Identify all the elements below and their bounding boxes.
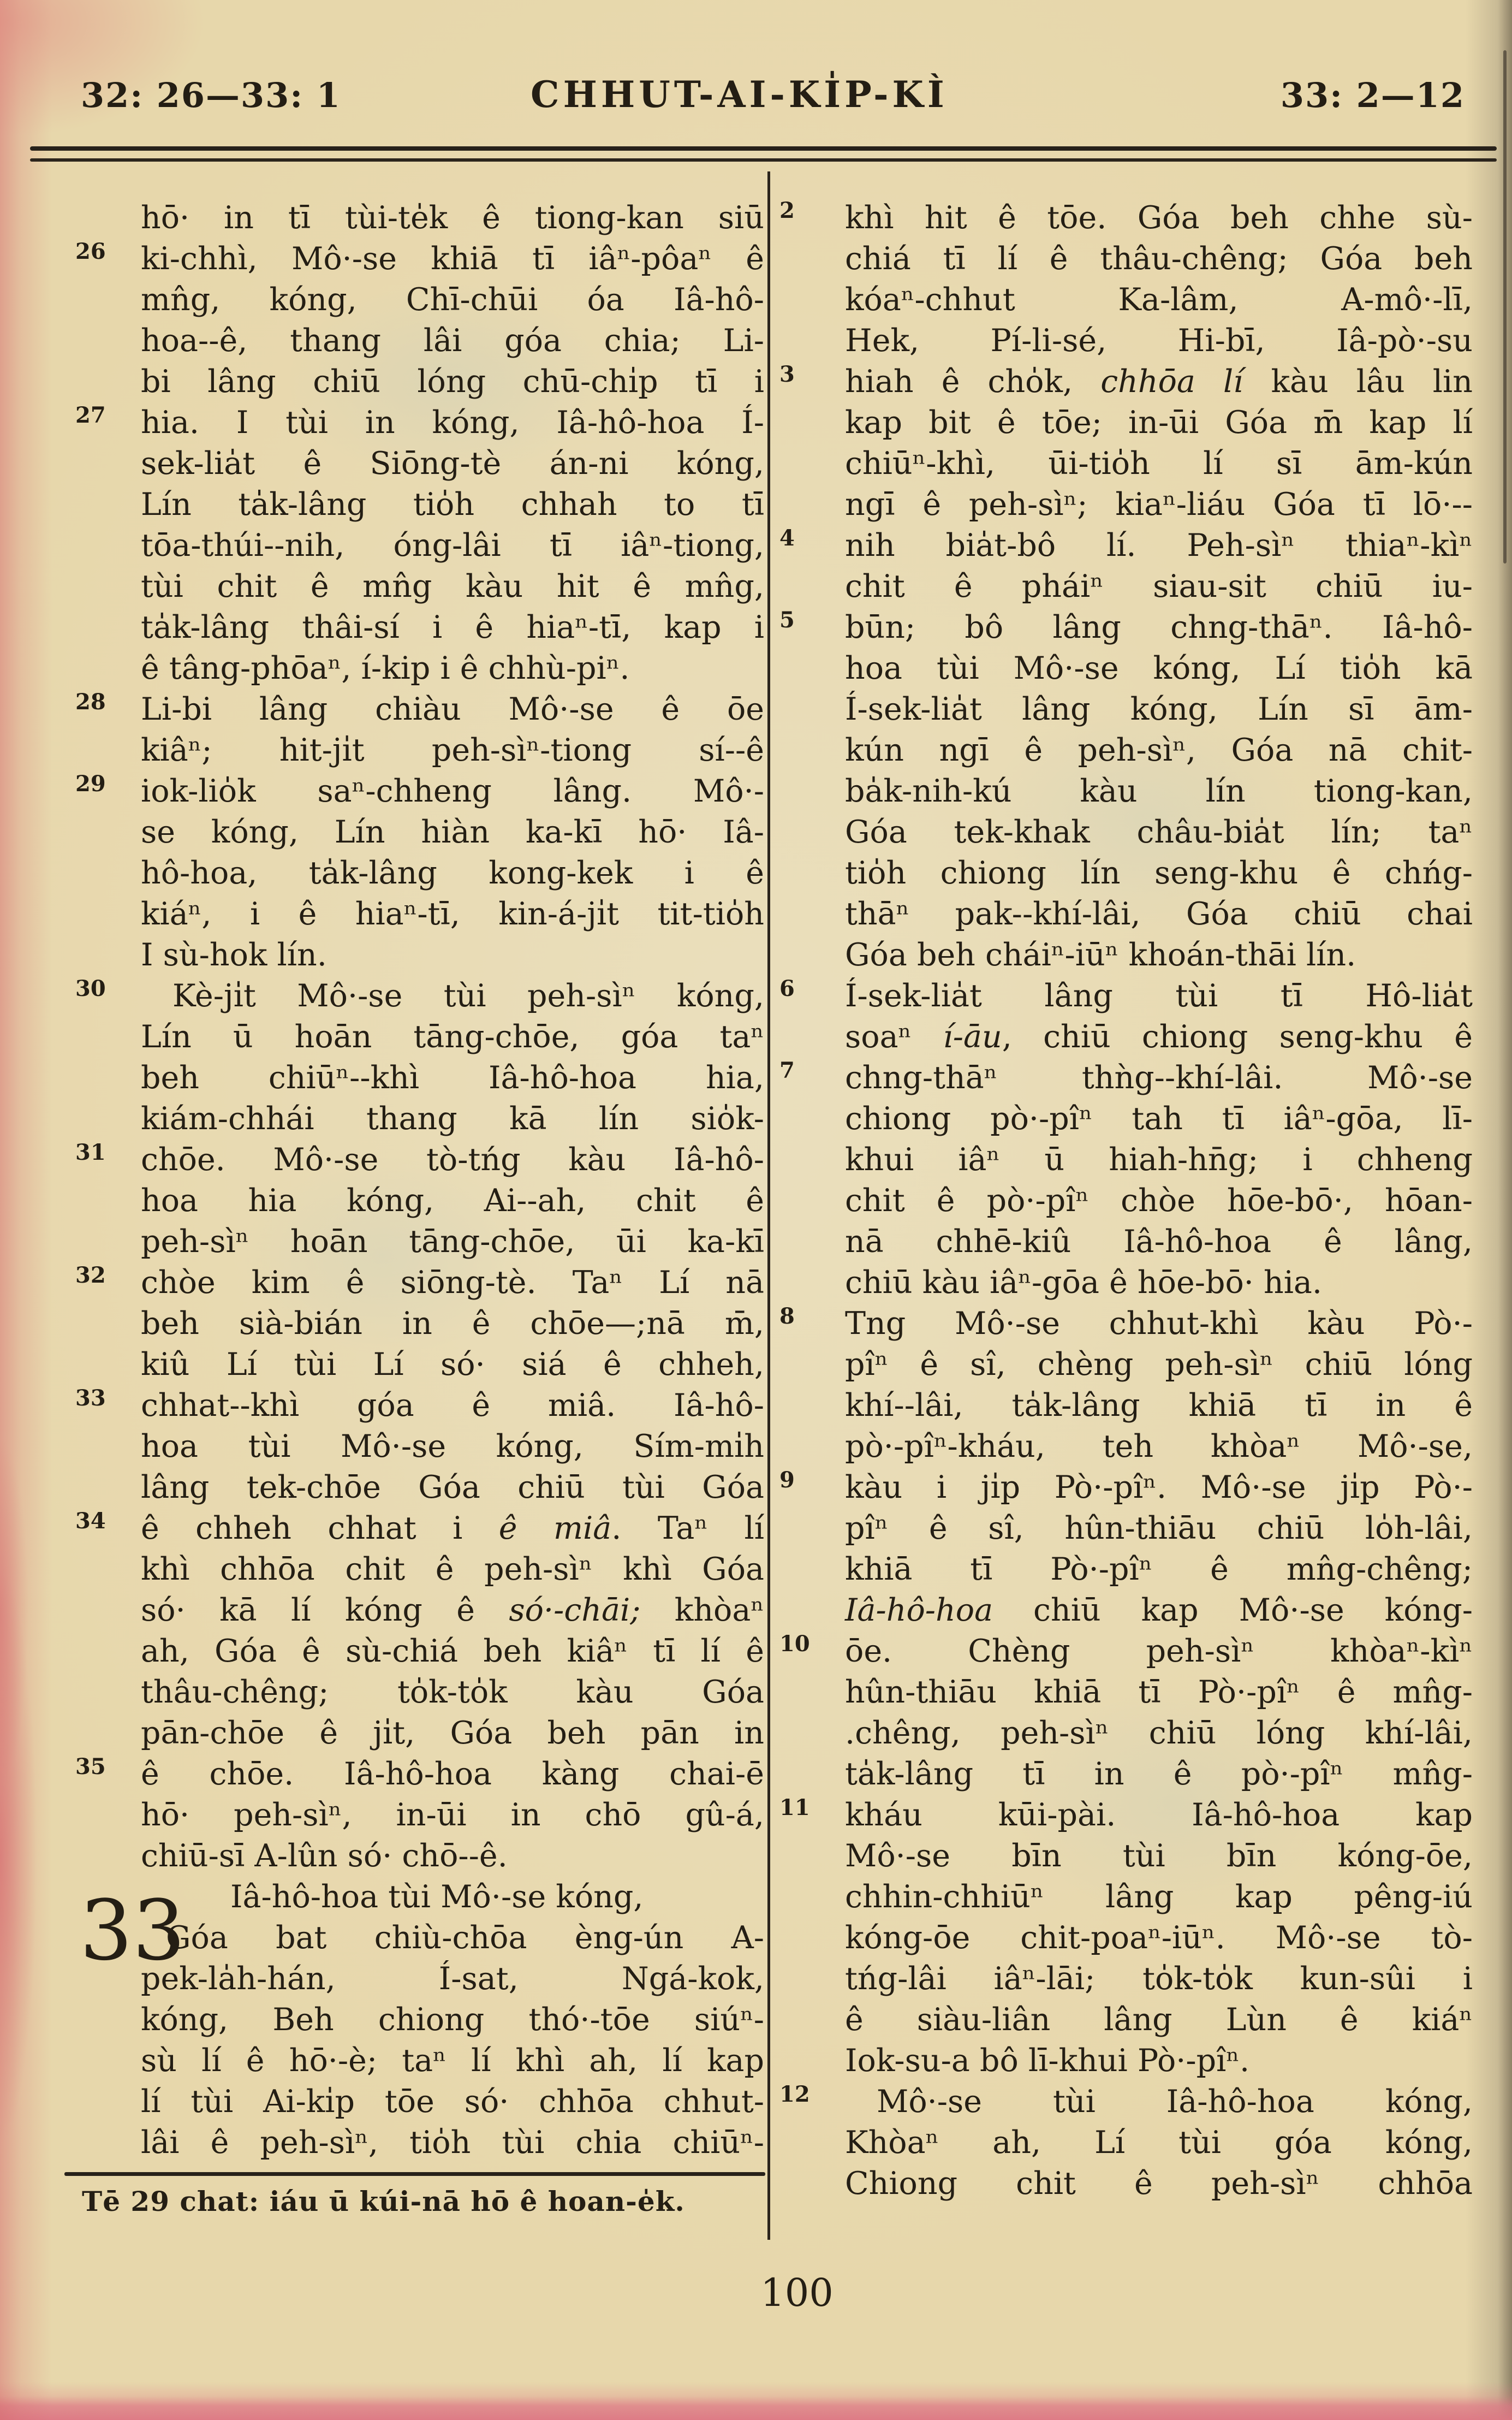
header-rule-top [30, 146, 1497, 151]
text-line: hô-hoa, ta̍k-lâng kong-kek i ê [141, 855, 764, 891]
verse-number: 29 [75, 771, 106, 797]
text-line: ê siàu-liân lâng Lùn ê kiáⁿ [845, 2002, 1473, 2038]
text-line: khiā tī Pò·-pîⁿ ê mn̂g-chêng; [845, 1551, 1473, 1587]
page-number: 100 [760, 2270, 834, 2315]
text-line: Í-sek-lia̍t lâng tùi tī Hô-lia̍t 6 [779, 976, 1473, 1014]
text-line: hoa--ê, thang lâi góa chia; Li- [141, 323, 764, 359]
text-line: bi lâng chiū lóng chū-chi̍p tī i [141, 364, 764, 400]
text-line: Tng Mô·-se chhut-khì kàu Pò·- 8 [779, 1303, 1473, 1342]
verse-number: 35 [75, 1754, 106, 1780]
text-line: tio̍h chiong lín seng-khu ê chńg- [845, 855, 1473, 891]
text-line: Lín ta̍k-lâng tio̍h chhah to tī [141, 487, 764, 523]
text-line: hûn-thiāu khiā tī Pò·-pîⁿ ê mn̂g- [845, 1674, 1473, 1710]
text-line: Kè-ji̍t Mô·-se tùi peh-sìⁿ kóng, 30 [75, 976, 764, 1014]
verse-number: 7 [779, 1058, 795, 1083]
text-line: khì hit ê tōe. Góa beh chhe sù- 2 [779, 198, 1473, 236]
text-line: hō· in tī tùi-te̍k ê tiong-kan siū [141, 200, 764, 236]
text-line: ta̍k-lâng thâi-sí i ê hiaⁿ-tī, kap i [141, 609, 764, 645]
verse-number: 3 [779, 361, 795, 387]
text-line: se kóng, Lín hiàn ka-kī hō· Iâ- [141, 814, 764, 850]
text-line: kóng, Beh chiong thó·-tōe siúⁿ- [141, 2002, 764, 2038]
text-line: lâi ê peh-sìⁿ, tio̍h tùi chia chiūⁿ- [141, 2125, 764, 2161]
text-line: hia. I tùi in kóng, Iâ-hô-hoa Í- 27 [75, 402, 764, 441]
text-line: hiah ê cho̍k, chhōa lí kàu lâu lin 3 [779, 361, 1473, 400]
text-line: chit ê pò·-pîⁿ chòe hōe-bō·, hōan- [845, 1183, 1473, 1219]
text-line: lâng tek-chōe Góa chiū tùi Góa [141, 1469, 764, 1505]
text-line: nā chhē-kiû Iâ-hô-hoa ê lâng, [845, 1224, 1473, 1260]
text-line: mn̂g, kóng, Chī-chūi óa Iâ-hô- [141, 282, 764, 318]
text-line: pek-la̍h-hán, Í-sat, Ngá-kok, [141, 1961, 764, 1997]
header-rule-bottom [30, 158, 1497, 162]
header-verse-range-right: 33: 2—12 [1280, 75, 1465, 115]
text-line: Góa beh cháiⁿ-iūⁿ khoán-thāi lín. [845, 937, 1356, 973]
text-line: Lín ū hoān tāng-chōe, góa taⁿ [141, 1019, 764, 1055]
text-line: kap bit ê tōe; in-ūi Góa m̄ kap lí [845, 405, 1473, 441]
text-line: būn; bô lâng chng-thāⁿ. Iâ-hô- 5 [779, 607, 1473, 645]
text-line: ki-chhì, Mô·-se khiā tī iâⁿ-pôaⁿ ê 26 [75, 239, 764, 277]
text-line: pîⁿ ê sî, chèng peh-sìⁿ chiū lóng [845, 1347, 1473, 1383]
text-line: iok-lio̍k saⁿ-chheng lâng. Mô·- 29 [75, 771, 764, 809]
text-line: chiá tī lí ê thâu-chêng; Góa beh [845, 241, 1473, 277]
text-line: ōe. Chèng peh-sìⁿ khòaⁿ-kìⁿ 10 [779, 1631, 1473, 1669]
text-line: ê tâng-phōaⁿ, í-kip i ê chhù-piⁿ. [141, 650, 630, 686]
text-line: Hek, Pí-li-sé, Hi-bī, Iâ-pò·-su [845, 323, 1473, 359]
text-line: peh-sìⁿ hoān tāng-chōe, ūi ka-kī [141, 1224, 764, 1260]
verse-number: 34 [75, 1508, 106, 1534]
text-line: chhat--khì góa ê miâ. Iâ-hô- 33 [75, 1385, 764, 1423]
text-line: .chêng, peh-sìⁿ chiū lóng khí-lâi, [845, 1715, 1473, 1751]
page-header [0, 75, 1512, 135]
text-line: só· kā lí kóng ê só·-chāi; khòaⁿ [141, 1592, 765, 1628]
verse-number: 5 [779, 607, 795, 633]
text-line: Iâ-hô-hoa tùi Mô·-se kóng, 33 [141, 1877, 764, 1918]
text-line: chiū kàu iâⁿ-gōa ê hōe-bō· hia. [845, 1265, 1323, 1301]
text-line: Li-bi lâng chiàu Mô·-se ê ōe 28 [75, 689, 764, 727]
verse-number: 6 [779, 976, 795, 1001]
text-line: Mô·-se bīn tùi bīn kóng-ōe, [845, 1838, 1473, 1874]
text-line: chit ê pháiⁿ siau-sit chiū iu- [845, 568, 1473, 604]
text-line: Góa tek-khak châu-bia̍t lín; taⁿ [845, 814, 1473, 850]
text-line: hoa hia kóng, Ai--ah, chit ê [141, 1183, 764, 1219]
footnote-rule [64, 2172, 765, 2176]
text-line: I sù-hok lín. [141, 937, 327, 973]
text-line: hoa tùi Mô·-se kóng, Lí tio̍h kā [845, 650, 1473, 686]
text-line: Chiong chit ê peh-sìⁿ chhōa [845, 2166, 1473, 2202]
verse-number: 33 [75, 1385, 106, 1411]
text-line: khí--lâi, ta̍k-lâng khiā tī in ê [845, 1387, 1473, 1423]
text-line: sek-lia̍t ê Siōng-tè án-ni kóng, [141, 446, 764, 482]
book-title: CHHUT-AI-KI̍P-KÌ [531, 73, 948, 116]
text-line: lí tùi Ai-ki̍p tōe só· chhōa chhut- [141, 2084, 764, 2120]
text-line: ê chōe. Iâ-hô-hoa kàng chai-ē 35 [75, 1754, 764, 1792]
verse-number: 10 [779, 1631, 810, 1657]
text-line: chhin-chhiūⁿ lâng kap pêng-iú [845, 1879, 1473, 1915]
left-text-column [75, 198, 765, 2163]
text-line: thāⁿ pak--khí-lâi, Góa chiū chai [845, 896, 1473, 932]
text-line: thâu-chêng; to̍k-to̍k kàu Góa [141, 1674, 764, 1710]
text-line: chòe kim ê siōng-tè. Taⁿ Lí nā 32 [75, 1262, 764, 1301]
verse-number: 26 [75, 239, 106, 264]
text-line: hō· peh-sìⁿ, in-ūi in chō gû-á, [141, 1797, 764, 1833]
text-line: tùi chit ê mn̂g kàu hit ê mn̂g, [141, 568, 764, 604]
text-line: Iok-su-a bô lī-khui Pò·-pîⁿ. [845, 2043, 1250, 2079]
text-line: kiû Lí tùi Lí só· siá ê chheh, [141, 1347, 764, 1383]
text-line: soaⁿ í-āu, chiū chiong seng-khu ê [845, 1019, 1473, 1055]
header-verse-range-left: 32: 26—33: 1 [81, 75, 341, 115]
text-line: tńg-lâi iâⁿ-lāi; to̍k-to̍k kun-sûi i [845, 1961, 1473, 1997]
text-line: pîⁿ ê sî, hûn-thiāu chiū lo̍h-lâi, [845, 1510, 1473, 1546]
verse-number: 30 [75, 976, 106, 1001]
text-line: kiâⁿ; hit-ji̍t peh-sìⁿ-tiong sí--ê [141, 732, 764, 768]
text-line: ba̍k-nih-kú kàu lín tiong-kan, [845, 773, 1473, 809]
text-line: khui iâⁿ ū hiah-hn̄g; i chheng [845, 1142, 1473, 1178]
column-divider [767, 171, 770, 2240]
text-line: pān-chōe ê ji̍t, Góa beh pān in [141, 1715, 764, 1751]
text-line: chng-thāⁿ thǹg--khí-lâi. Mô·-se 7 [779, 1058, 1473, 1096]
verse-number: 8 [779, 1303, 795, 1329]
verse-number: 12 [779, 2081, 810, 2107]
text-line: chiong pò·-pîⁿ tah tī iâⁿ-gōa, lī- [845, 1101, 1473, 1137]
text-line: chiūⁿ-khì, ūi-tio̍h lí sī ām-kún [845, 446, 1473, 482]
text-line: kàu i ji̍p Pò·-pîⁿ. Mô·-se ji̍p Pò·- 9 [779, 1467, 1473, 1505]
verse-number: 31 [75, 1140, 106, 1165]
text-line: kháu kūi-pài. Iâ-hô-hoa kap 11 [779, 1795, 1473, 1833]
text-line: Í-sek-lia̍t lâng kóng, Lín sī ām- [845, 691, 1473, 727]
verse-number: 2 [779, 198, 795, 223]
text-line: Mô·-se tùi Iâ-hô-hoa kóng, 12 [779, 2081, 1473, 2120]
text-line: ah, Góa ê sù-chiá beh kiâⁿ tī lí ê [141, 1633, 764, 1669]
chapter-number: 33 [80, 1882, 186, 1979]
verse-number: 11 [779, 1795, 810, 1820]
text-line: nih bia̍t-bô lí. Peh-sìⁿ thiaⁿ-kìⁿ 4 [779, 525, 1473, 564]
text-line: ê chheh chhat i ê miâ. Taⁿ lí 34 [75, 1508, 764, 1546]
text-line: kóaⁿ-chhut Ka-lâm, A-mô·-lī, [845, 282, 1473, 318]
text-line: tōa-thúi--nih, óng-lâi tī iâⁿ-tiong, [141, 527, 764, 564]
verse-number: 28 [75, 689, 106, 715]
page-edge-shadow [1503, 50, 1507, 564]
verse-number: 32 [75, 1262, 106, 1288]
verse-number: 9 [779, 1467, 795, 1493]
text-line: beh sià-bián in ê chōe—;nā m̄, [141, 1306, 764, 1342]
text-line: chōe. Mô·-se tò-tńg kàu Iâ-hô- 31 [75, 1140, 764, 1178]
text-line: kún ngī ê peh-sìⁿ, Góa nā chit- [845, 732, 1473, 768]
text-line: khì chhōa chit ê peh-sìⁿ khì Góa [141, 1551, 764, 1587]
text-line: ta̍k-lâng tī in ê pò·-pîⁿ mn̂g- [845, 1756, 1473, 1792]
text-line: hoa tùi Mô·-se kóng, Sím-mi̍h [141, 1428, 764, 1464]
text-line: kiám-chhái thang kā lín sio̍k- [141, 1101, 764, 1137]
footnote: Tē 29 chat: iáu ū kúi-nā hō ê hoan-e̍k. [82, 2185, 685, 2217]
text-line: kiáⁿ, i ê hiaⁿ-tī, kin-á-ji̍t tit-tio̍h [141, 896, 764, 932]
right-text-column [779, 198, 1473, 2204]
text-line: kóng-ōe chit-poaⁿ-iūⁿ. Mô·-se tò- [845, 1920, 1473, 1956]
text-line: beh chiūⁿ--khì Iâ-hô-hoa hia, [141, 1060, 764, 1096]
text-line: sù lí ê hō·-è; taⁿ lí khì ah, lí kap [141, 2043, 764, 2079]
text-line: Iâ-hô-hoa chiū kap Mô·-se kóng- [845, 1592, 1473, 1628]
text-line: Khòaⁿ ah, Lí tùi góa kóng, [845, 2125, 1473, 2161]
verse-number: 27 [75, 402, 106, 428]
text-line: Góa bat chiù-chōa èng-ún A- [166, 1920, 764, 1956]
verse-number: 4 [779, 525, 795, 551]
text-line: pò·-pîⁿ-kháu, teh khòaⁿ Mô·-se, [845, 1428, 1473, 1464]
text-line: chiū-sī A-lûn só· chō--ê. [141, 1838, 508, 1874]
text-line: ngī ê peh-sìⁿ; kiaⁿ-liáu Góa tī lō·-- [845, 487, 1473, 523]
